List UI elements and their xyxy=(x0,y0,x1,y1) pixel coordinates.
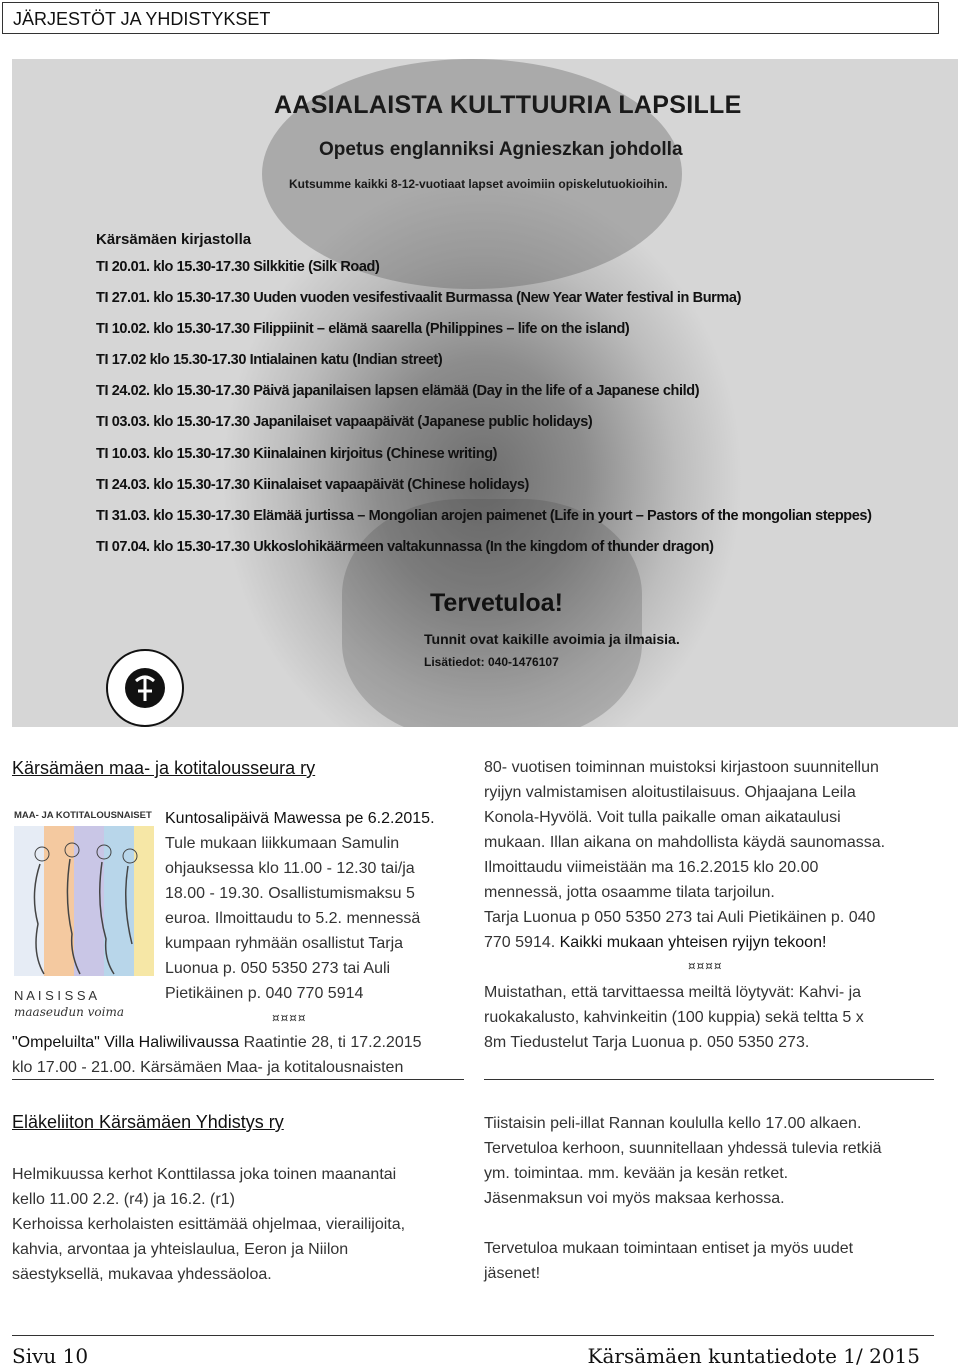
kuntosali-notice xyxy=(165,806,460,1006)
poster-info: Lisätiedot: 040-1476107 xyxy=(424,655,559,669)
schedule-item: TI 31.03. klo 15.30-17.30 Elämää jurtissa – Mongolian arojen paimenet (Life in yourt – Pastors of the mongolian steppes) xyxy=(96,507,872,524)
ryijy-line: ryijyn valmistamisen aloitustilaisuus. Ohjaajana Leila xyxy=(484,784,856,801)
logo-top-text: MAA- JA KOTITALOUSNAISET xyxy=(14,810,152,821)
page-number: Sivu 10 xyxy=(12,1344,89,1368)
ryijy-notice xyxy=(484,755,944,955)
equipment-line: Muistathan, että tarvittaessa meiltä löytyvät: Kahvi- ja xyxy=(484,984,862,1001)
elake-line: Kerhoissa kerholaisten esittämää ohjelmaa, vierailijoita, xyxy=(12,1216,406,1233)
notice-line: Tule mukaan liikkumaan Samulin xyxy=(165,835,400,852)
ryijy-cta: Kaikki mukaan yhteisen ryijyn tekoon! xyxy=(559,934,827,951)
schedule-item: TI 10.03. klo 15.30-17.30 Kiinalainen kirjoitus (Chinese writing) xyxy=(96,445,498,462)
notice-line: euroa. Ilmoittaudu to 5.2. mennessä xyxy=(165,910,421,927)
peli-line: ym. toimintaa. mm. kevään ja kesän retket. xyxy=(484,1165,789,1182)
section-header xyxy=(2,2,939,34)
welcome-members xyxy=(484,1236,944,1286)
ompeluilta-details: Raatintie 28, ti 17.2.2015 xyxy=(239,1034,422,1051)
ompeluilta-notice xyxy=(12,1030,472,1080)
elake-line: kahvia, arvontaa ja yhteislaulua, Eeron ja Niilon xyxy=(12,1241,349,1258)
ryijy-line: Ilmoittaudu viimeistään ma 16.2.2015 klo 20.00 xyxy=(484,859,819,876)
equipment-notice xyxy=(484,980,944,1055)
peli-line: Tervetuloa kerhoon, suunnitellaan yhdessä tulevia retkiä xyxy=(484,1140,882,1157)
ryijy-line: 80- vuotisen toiminnan muistoksi kirjastoon suunnitellun xyxy=(484,759,879,776)
maa-ja-kotitalousnaiset-logo xyxy=(10,804,158,1018)
ompeluilta-line2: klo 17.00 - 21.00. Kärsämäen Maa- ja kotitalousnaisten xyxy=(12,1059,404,1076)
notice-line: Kuntosalipäivä Mawessa pe 6.2.2015. xyxy=(165,810,435,827)
logo-bottom-text: N A I S I S S A xyxy=(14,988,98,1003)
section-title: JÄRJESTÖT JA YHDISTYKSET xyxy=(13,9,271,29)
divider-left xyxy=(12,1079,464,1080)
equipment-line: 8m Tiedustelut Tarja Luonua p. 050 5350 273. xyxy=(484,1034,810,1051)
ryijy-line: Tarja Luonua p 050 5350 273 tai Auli Pietikäinen p. 040 xyxy=(484,909,876,926)
schedule-item: TI 24.03. klo 15.30-17.30 Kiinalaiset vapaapäivät (Chinese holidays) xyxy=(96,476,529,493)
notice-line: kumpaan ryhmään osallistut Tarja xyxy=(165,935,404,952)
elake-line: säestyksellä, mukavaa yhdessäoloa. xyxy=(12,1266,272,1283)
welcome-line: jäsenet! xyxy=(484,1265,541,1282)
elake-heading: Eläkeliiton Kärsämäen Yhdistys ry xyxy=(12,1112,284,1132)
poster-invite: Kutsumme kaikki 8-12-vuotiaat lapset avoimiin opiskelutuokioihin. xyxy=(289,177,668,191)
separator-stars: ¤¤¤¤ xyxy=(272,1011,307,1025)
notice-line: ohjauksessa klo 11.00 - 12.30 tai/ja xyxy=(165,860,415,877)
schedule-item: TI 07.04. klo 15.30-17.30 Ukkoslohikäärmeen valtakunnassa (In the kingdom of thunder dragon) xyxy=(96,538,714,555)
elake-notice xyxy=(12,1162,472,1287)
logo-emblem-icon xyxy=(108,651,182,725)
ryijy-line: mukaan. Illan aikana on mahdollista käydä saunomassa. xyxy=(484,834,886,851)
peli-line: Tiistaisin peli-illat Rannan koululla kello 17.00 alkaen. xyxy=(484,1115,862,1132)
poster-venue: Kärsämäen kirjastolla xyxy=(96,231,252,248)
notice-line: Pietikäinen p. 040 770 5914 xyxy=(165,985,364,1002)
schedule-item: TI 10.02. klo 15.30-17.30 Filippiinit – elämä saarella (Philippines – life on the island) xyxy=(96,321,630,338)
poster-welcome: Tervetuloa! xyxy=(430,589,563,617)
schedule-item: TI 20.01. klo 15.30-17.30 Silkkitie (Silk Road) xyxy=(96,259,380,275)
separator-stars: ¤¤¤¤ xyxy=(688,959,723,973)
poster-free-text: Tunnit ovat kaikille avoimia ja ilmaisia. xyxy=(424,631,680,647)
ryijy-line: 770 5914. xyxy=(484,934,560,951)
peli-illat-notice xyxy=(484,1111,944,1211)
poster-title: AASIALAISTA KULTTUURIA LAPSILLE xyxy=(274,91,742,119)
logo-script-text: maaseudun voima xyxy=(14,1005,125,1018)
schedule-item: TI 17.02 klo 15.30-17.30 Intialainen katu (Indian street) xyxy=(96,352,443,369)
elake-line: Helmikuussa kerhot Konttilassa joka toinen maanantai xyxy=(12,1166,397,1183)
welcome-line: Tervetuloa mukaan toimintaan entiset ja myös uudet xyxy=(484,1240,854,1257)
notice-line: 18.00 - 19.30. Osallistumismaksu 5 xyxy=(165,885,415,902)
schedule-item: TI 03.03. klo 15.30-17.30 Japanilaiset vapaapäivät (Japanese public holidays) xyxy=(96,414,593,431)
equipment-line: ruokakalusto, kahvinkeitin (100 kuppia) sekä teltta 5 x xyxy=(484,1009,864,1026)
ompeluilta-title: "Ompeluilta" Villa Haliwilivaussa xyxy=(12,1034,240,1051)
ryijy-line: mennessä, jotta osaamme tilata tarjoilun. xyxy=(484,884,775,901)
divider-right xyxy=(484,1079,934,1080)
publication-name: Kärsämäen kuntatiedote 1/ 2015 xyxy=(587,1344,920,1368)
footer-rule xyxy=(12,1335,934,1336)
ryijy-line: Konola-Hyvölä. Voit tulla paikalle oman aikataulusi xyxy=(484,809,841,826)
schedule-item: TI 27.01. klo 15.30-17.30 Uuden vuoden vesifestivaalit Burmassa (New Year Water festival in Burma) xyxy=(96,290,742,307)
notice-line: Luonua p. 050 5350 273 tai Auli xyxy=(165,960,391,977)
poster-subtitle: Opetus englanniksi Agnieszkan johdolla xyxy=(319,139,683,160)
event-poster xyxy=(12,59,958,727)
elake-line: kello 11.00 2.2. (r4) ja 16.2. (r1) xyxy=(12,1191,235,1208)
peli-line: Jäsenmaksun voi myös maksaa kerhossa. xyxy=(484,1190,785,1207)
maa-heading: Kärsämäen maa- ja kotitalousseura ry xyxy=(12,758,316,778)
schedule-item: TI 24.02. klo 15.30-17.30 Päivä japanilaisen lapsen elämää (Day in the life of a Japanese child) xyxy=(96,383,700,400)
kulttuuriosuuskunta-logo xyxy=(106,649,184,727)
poster-schedule xyxy=(96,259,872,570)
